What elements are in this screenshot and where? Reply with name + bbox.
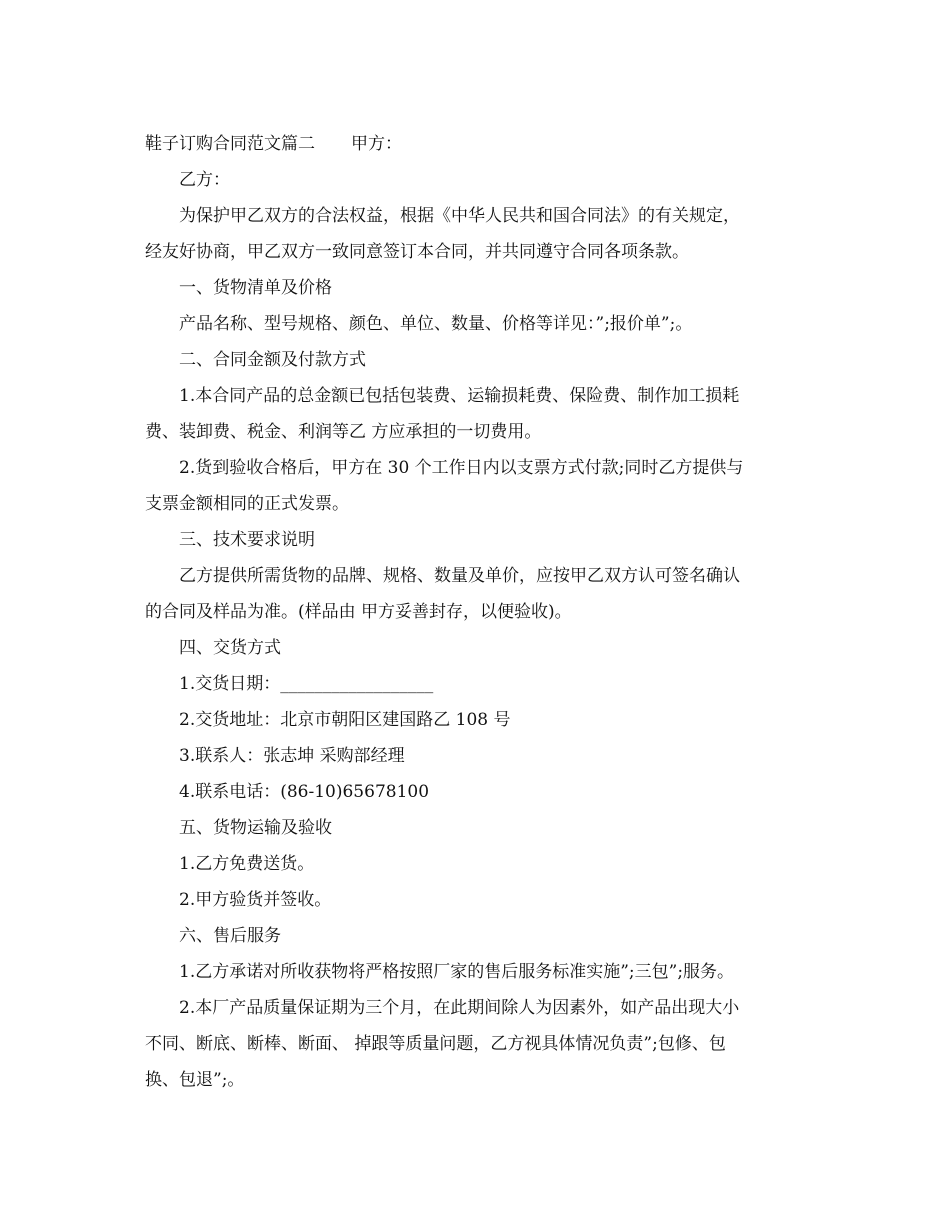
party-b-label: 乙方： bbox=[179, 170, 230, 190]
section-4-heading: 四、交货方式 bbox=[179, 638, 281, 658]
section-4-delivery-date: 1.交货日期：__________________ bbox=[179, 674, 434, 694]
section-4-contact-phone: 4.联系电话：(86-10)65678100 bbox=[179, 782, 430, 802]
section-5-item-1: 1.乙方免费送货。 bbox=[179, 854, 315, 874]
section-6-item-2-line-1: 2.本厂产品质量保证期为三个月，在此期间除人为因素外，如产品出现大小 bbox=[179, 998, 740, 1018]
section-5-heading: 五、货物运输及验收 bbox=[179, 818, 332, 838]
party-a-label: 甲方： bbox=[351, 134, 402, 154]
title-line bbox=[145, 126, 805, 162]
section-6-item-2-line-2: 不同、断底、断棒、断面、 掉跟等质量问题，乙方视具体情况负责”;包修、包 bbox=[145, 1034, 726, 1054]
section-6-item-1: 1.乙方承诺对所收获物将严格按照厂家的售后服务标准实施”;三包”;服务。 bbox=[179, 962, 735, 982]
section-1-text: 产品名称、型号规格、颜色、单位、数量、价格等详见：”;报价单”;。 bbox=[179, 314, 693, 334]
section-6-heading: 六、售后服务 bbox=[179, 926, 281, 946]
document-body bbox=[145, 126, 805, 1098]
section-2-item-1-line-2: 费、装卸费、税金、利润等乙 方应承担的一切费用。 bbox=[145, 422, 542, 442]
section-6-item-2-line-3: 换、包退”;。 bbox=[145, 1070, 245, 1090]
intro-paragraph-line-1: 为保护甲乙双方的合法权益，根据《中华人民共和国合同法》的有关规定， bbox=[179, 206, 740, 226]
document-title: 鞋子订购合同范文篇二 bbox=[145, 134, 315, 154]
section-3-heading: 三、技术要求说明 bbox=[179, 530, 315, 550]
section-4-contact-person: 3.联系人：张志坤 采购部经理 bbox=[179, 746, 405, 766]
section-2-item-1-line-1: 1.本合同产品的总金额已包括包装费、运输损耗费、保险费、制作加工损耗 bbox=[179, 386, 740, 406]
section-3-line-2: 的合同及样品为准。(样品由 甲方妥善封存，以便验收)。 bbox=[145, 602, 572, 622]
intro-paragraph-line-2: 经友好协商，甲乙双方一致同意签订本合同，并共同遵守合同各项条款。 bbox=[145, 242, 689, 262]
section-3-line-1: 乙方提供所需货物的品牌、规格、数量及单价，应按甲乙双方认可签名确认 bbox=[179, 566, 740, 586]
section-2-heading: 二、合同金额及付款方式 bbox=[179, 350, 366, 370]
section-1-heading: 一、货物清单及价格 bbox=[179, 278, 332, 298]
section-2-item-2-line-2: 支票金额相同的正式发票。 bbox=[145, 494, 349, 514]
section-4-delivery-address: 2.交货地址：北京市朝阳区建国路乙 108 号 bbox=[179, 710, 511, 730]
section-5-item-2: 2.甲方验货并签收。 bbox=[179, 890, 332, 910]
section-2-item-2-line-1: 2.货到验收合格后，甲方在 30 个工作日内以支票方式付款;同时乙方提供与 bbox=[179, 458, 744, 478]
